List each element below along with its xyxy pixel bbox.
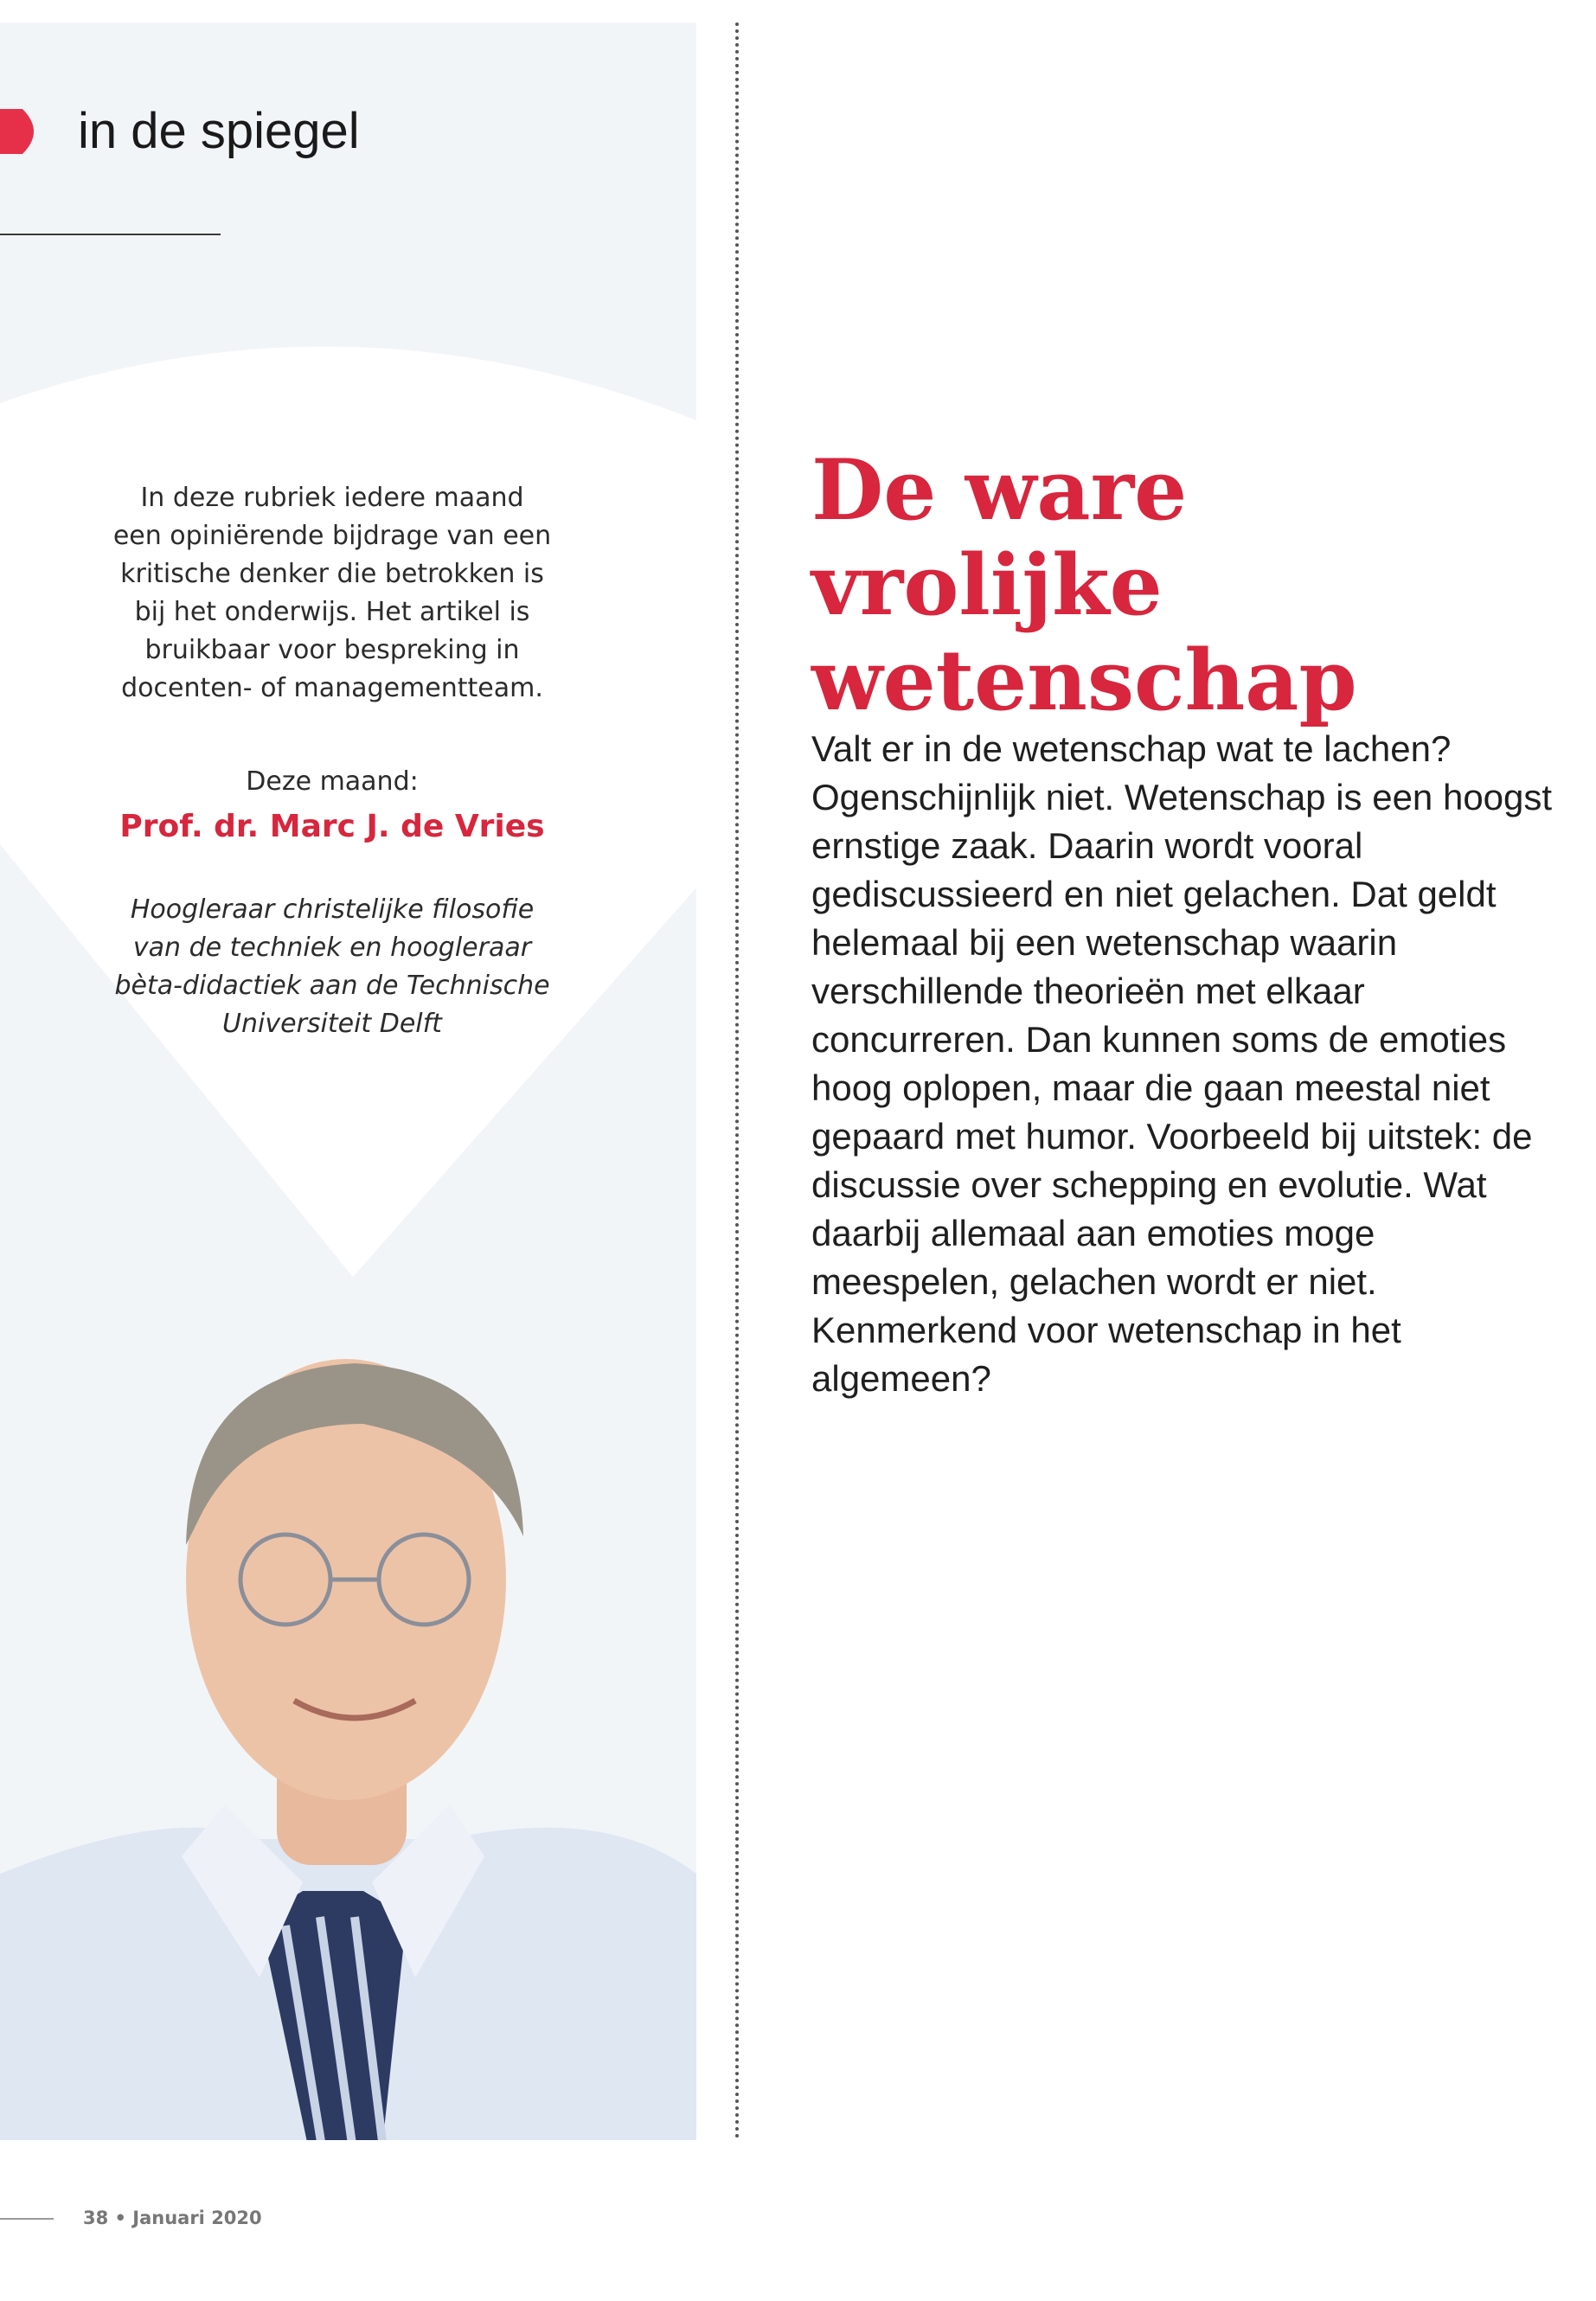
intro-block	[112, 479, 552, 1043]
month-label: Deze maand:	[246, 766, 419, 797]
author-role: Hoogleraar christelijke filosofie van de techniek en hoogleraar bèta-didactiek aan de Technische Universiteit Delft	[114, 894, 550, 1039]
page-number-date: 38 • Januari 2020	[83, 2208, 262, 2228]
article-body: Valt er in de wetenschap wat te lachen? Ogenschijnlijk niet. Wetenschap is een hoogst ernstige zaak. Daarin wordt vooral gediscussieerd en niet gelachen. Dat geldt helemaal bij een wetenschap waarin verschillende theorieën met elkaar concurreren. Dan kunnen soms de emoties hoog oplopen, maar die gaan meestal niet gepaard met humor. Voorbeeld bij uitstek: de discussie over schepping en evolutie. Wat daarbij allemaal aan emoties moge meespelen, gelachen wordt er niet. Kenmerkend voor wetenschap in het algemeen?	[811, 728, 1553, 1399]
article-headline: De ware vrolijke wetenschap	[811, 441, 1357, 729]
dotted-divider	[735, 22, 739, 2140]
sidebar-panel	[0, 22, 696, 2140]
section-rule	[0, 234, 221, 235]
footer-rule	[0, 2218, 54, 2220]
intro-text: In deze rubriek iedere maand een opiniërende bijdrage van een kritische denker die betrokken is bij het onderwijs. Het artikel is bruikbaar voor bespreking in docenten- of managementteam.	[112, 483, 552, 703]
author-portrait	[0, 1320, 696, 2140]
author-name: Prof. dr. Marc J. de Vries	[119, 809, 545, 844]
section-title: in de spiegel	[78, 103, 360, 159]
red-bullet-icon	[0, 109, 45, 154]
